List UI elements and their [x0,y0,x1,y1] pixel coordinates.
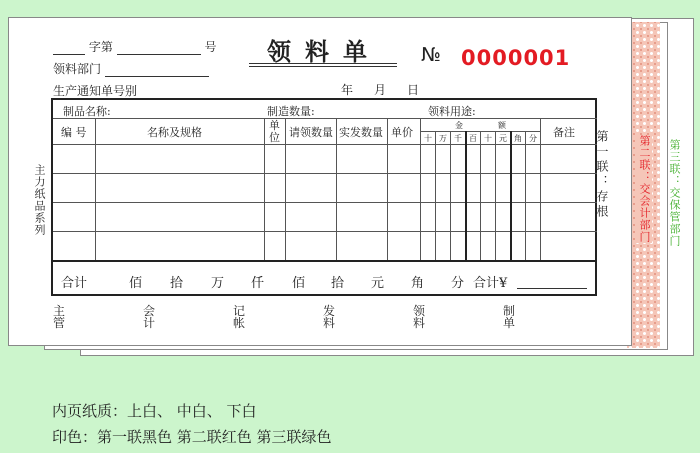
digit-label: 千 [454,134,462,143]
total-yuan-blank [517,288,587,289]
form-title: 领料单 [267,37,381,66]
total-unit: 分 [451,276,465,291]
total-unit: 佰 [292,276,306,291]
total-unit: 佰 [129,276,143,291]
signature-top: 领 [413,304,426,318]
material-table [51,98,597,296]
total-unit: 拾 [170,276,184,291]
notice-label: 生产通知单号别 [53,84,138,98]
col-line [264,118,265,260]
col-line [540,118,541,260]
title-underline-2 [249,66,397,67]
signature-top: 发 [323,304,336,318]
signature-top: 会 [143,304,156,318]
year-label: 年 [341,83,354,97]
digit-line [510,131,512,260]
col-name-spec: 名称及规格 [147,126,202,139]
digit-line [525,131,526,260]
dept-label: 领料部门 [53,62,102,76]
paper-note: 内页纸质：上白、 中白、 下白 [52,402,257,420]
total-yuan-label: 合计¥ [473,276,508,291]
total-unit: 元 [371,276,385,291]
hao-blank [117,42,201,55]
row-line [53,202,597,203]
row-line [53,173,597,174]
product-name-label: 制品名称: [63,105,111,118]
zi-label: 字第 [88,40,113,54]
row-line [53,231,597,232]
quantity-label: 制造数量: [267,105,315,118]
day-label: 日 [407,83,420,97]
digit-line [435,131,436,260]
print-color-note: 印色：第一联黑色 第二联红色 第三联绿色 [52,428,332,446]
col-issued: 实发数量 [339,126,383,139]
copy-three-label: 第三联：交保管部门 [668,139,681,247]
form-sheet [8,17,632,346]
signature-lingliao [413,305,425,329]
signature-bottom: 管 [53,316,66,330]
usage-label: 领料用途: [428,105,476,118]
dept-line [53,60,209,77]
digit-line [495,131,496,260]
signature-bottom: 单 [503,316,516,330]
dept-blank [105,64,209,77]
number-symbol: № [421,44,441,66]
col-unit: 单位 [269,119,280,144]
col-line [420,118,421,260]
signature-top: 主 [53,304,66,318]
total-unit: 拾 [331,276,345,291]
signature-jizhang [233,305,245,329]
notice-line [53,82,221,99]
signature-zhuguan [53,305,65,329]
signature-top: 记 [233,304,246,318]
digit-label: 十 [484,134,492,143]
col-requested: 请领数量 [289,126,333,139]
signature-faliao [323,305,335,329]
col-line [336,118,337,260]
digit-line [450,131,451,260]
digit-label: 十 [424,134,432,143]
col-amount: 金 [455,121,463,130]
total-unit: 仟 [251,276,265,291]
series-vertical-label: 主力纸品系列 [33,164,46,236]
total-unit: 万 [211,276,225,291]
serial-number: 0000001 [461,46,571,70]
month-label: 月 [374,83,387,97]
title-underline-1 [249,63,397,64]
digit-label: 百 [469,134,477,143]
col-line [285,118,286,260]
signature-bottom: 计 [143,316,156,330]
digit-label: 角 [514,134,522,143]
digit-label: 万 [439,134,447,143]
digit-label: 元 [499,134,507,143]
row-line [53,118,597,119]
col-line [387,118,388,260]
hao-label: 号 [204,40,217,54]
digit-line [465,131,467,260]
col-amount-2: 额 [498,121,506,130]
total-unit: 角 [411,276,425,291]
col-line [95,118,96,260]
signature-bottom: 帐 [233,316,246,330]
signature-bottom: 料 [323,316,336,330]
signature-zhidan [503,305,515,329]
zi-hao-line [53,38,217,55]
row-line [53,260,597,262]
digit-line [480,131,481,260]
total-label: 合计 [61,276,88,291]
col-price: 单价 [391,126,413,139]
row-line [53,144,597,145]
signature-bottom: 料 [413,316,426,330]
stub-label: 第一联：存根 [595,130,609,220]
signature-kuaiji [143,305,155,329]
signature-top: 制 [503,304,516,318]
col-code: 编 号 [61,126,87,139]
digit-label: 分 [529,134,537,143]
col-remarks: 备注 [553,126,575,139]
zi-blank [53,42,85,55]
copy-two-label: 第二联：交会计部门 [638,135,651,243]
